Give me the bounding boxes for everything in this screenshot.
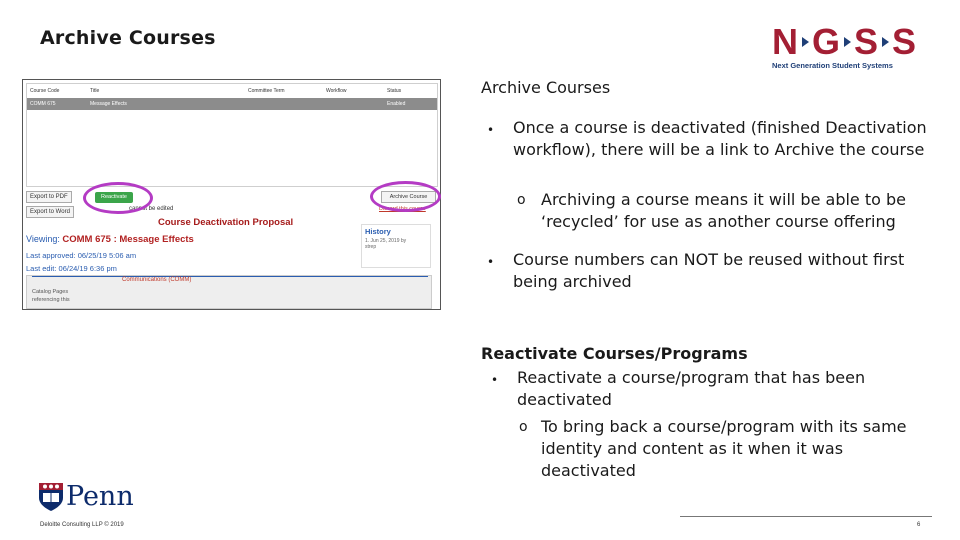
proposal-title: Course Deactivation Proposal — [158, 217, 294, 228]
last-edit: Last edit: 06/24/19 6:36 pm — [26, 264, 117, 273]
course-grid — [26, 83, 438, 187]
penn-logo — [38, 482, 148, 516]
grid-col-course-code: Course Code — [30, 88, 60, 94]
reactivate-highlight-oval — [83, 182, 153, 214]
sub-bullet-archiving — [517, 189, 957, 233]
sub-bullet-text: To bring back a course/program with its same identity and content as it when it was deactivated — [541, 417, 907, 480]
catalog-label-2: referencing this — [32, 297, 70, 303]
page-number: 6 — [917, 522, 921, 528]
reactivate-button[interactable]: Reactivate — [95, 192, 133, 203]
grid-col-workflow: Workflow — [326, 88, 347, 94]
grid-header — [27, 84, 437, 98]
cell-course-code: COMM 675 — [30, 101, 56, 107]
archive-highlight-oval — [370, 181, 441, 212]
export-word-button[interactable]: Export to Word — [26, 206, 74, 218]
sub-bullet-bring-back — [519, 416, 919, 482]
cannot-edit-note: cannot be edited — [129, 206, 174, 212]
bullet-marker: • — [487, 255, 495, 269]
penn-wordmark: Penn — [66, 481, 134, 512]
ngss-logo — [772, 21, 922, 70]
bullet-text: Course numbers can NOT be reused without first being archived — [513, 250, 905, 291]
bullet-deactivated — [487, 117, 937, 161]
grid-col-status: Status — [387, 88, 402, 94]
viewing-line — [26, 234, 194, 245]
bullet-text: Reactivate a course/program that has been deactivated — [517, 368, 866, 409]
table-row[interactable] — [27, 98, 437, 110]
ngss-logo-subtitle: Next Generation Student Systems — [772, 61, 893, 70]
history-title: History — [365, 227, 391, 236]
export-pdf-button[interactable]: Export to PDF — [26, 191, 72, 203]
section-title-reactivate: Reactivate Courses/Programs — [481, 344, 748, 363]
bullet-reactivate — [491, 367, 931, 411]
history-entry[interactable]: 1. Jun 25, 2019 by — [365, 238, 407, 244]
catalog-header: Communications (COMM) — [122, 277, 192, 283]
grid-col-title: Title — [90, 88, 100, 94]
content-subtitle: Archive Courses — [481, 78, 611, 97]
catalog-pages-section — [26, 275, 432, 309]
footer-divider — [680, 516, 932, 517]
slide-title: Archive Courses — [40, 27, 216, 49]
discard-link[interactable]: Discard this course — [379, 206, 426, 212]
grid-col-committee-term: Committee Term — [248, 88, 285, 94]
footer-copyright: Deloitte Consulting LLP © 2019 — [40, 522, 124, 528]
catalog-label: Catalog Pages — [32, 289, 69, 295]
bullet-marker: • — [491, 373, 499, 387]
bullet-text: Once a course is deactivated (finished Deactivation workflow), there will be a link to Archive the course — [513, 118, 927, 159]
bullet-marker: • — [487, 123, 495, 137]
viewing-value: COMM 675 : Message Effects — [62, 234, 194, 245]
sub-bullet-marker: o — [519, 419, 528, 435]
bullet-course-numbers — [487, 249, 937, 293]
sub-bullet-marker: o — [517, 192, 526, 208]
cell-title: Message Effects — [90, 101, 127, 107]
history-panel — [361, 224, 431, 268]
history-entry-user: strep — [365, 244, 377, 250]
divider — [32, 276, 428, 277]
cell-status: Enabled — [387, 101, 406, 107]
penn-shield-icon — [38, 482, 64, 512]
archive-course-button[interactable]: Archive Course — [381, 191, 436, 203]
sub-bullet-text: Archiving a course means it will be able to be ‘recycled’ for use as another course offering — [541, 190, 906, 231]
last-approved: Last approved: 06/25/19 5:06 am — [26, 251, 137, 260]
viewing-label: Viewing: — [26, 234, 60, 244]
ngss-logo-word: N G S S — [772, 21, 918, 62]
